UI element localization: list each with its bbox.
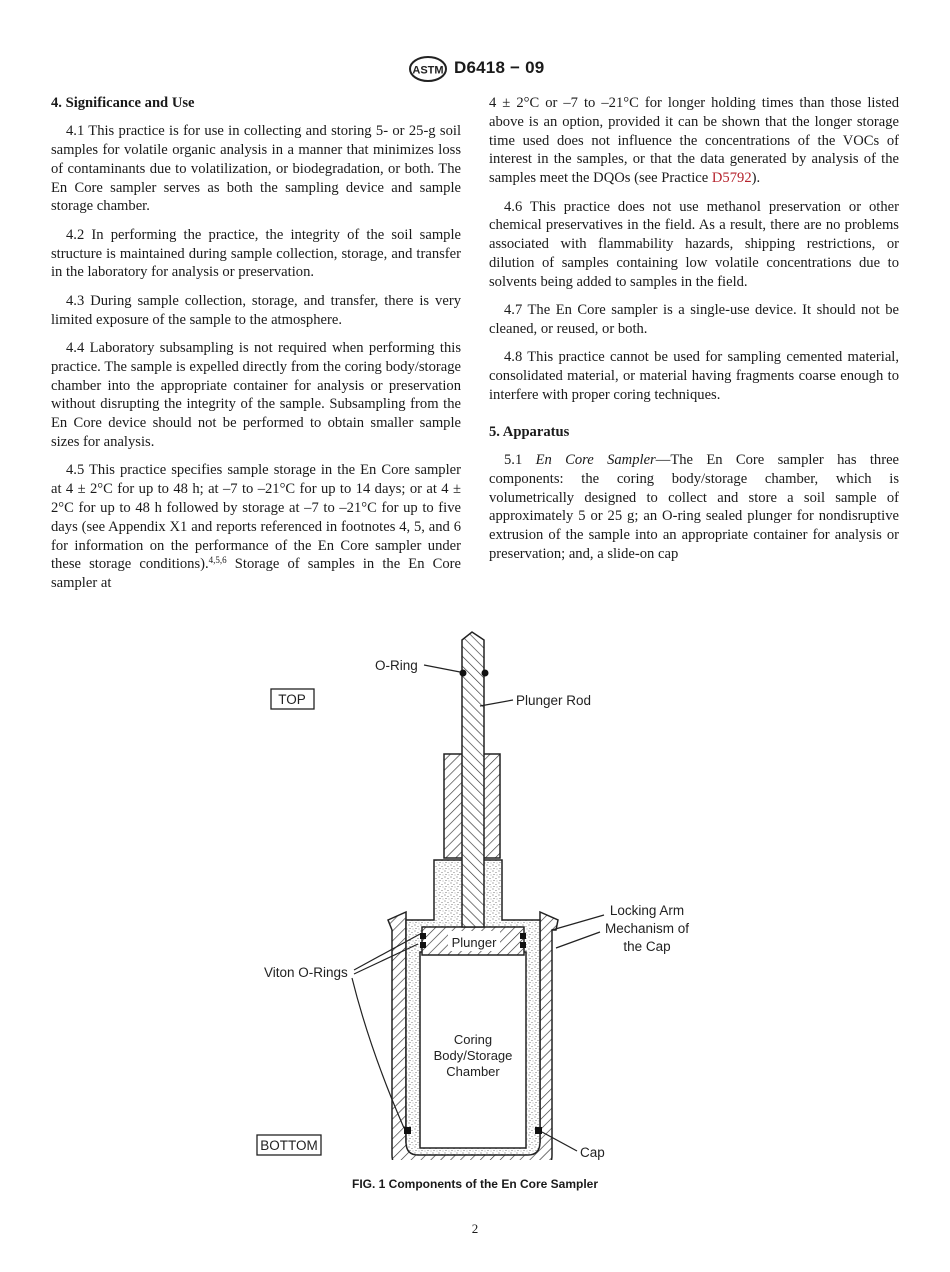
- section-4-heading: 4. Significance and Use: [51, 95, 195, 111]
- paragraph-4-5-cont-text: 4 ± 2°C or –7 to –21°C for longer holding times than those listed above is an option, provided it can be shown that the longer storage time used does not influence the concentrations of the VOCs of interest in the samples, or that the data generated by analysis of the samples meet the DQOs (see Practice: [489, 95, 899, 187]
- label-coring-2: Body/Storage: [433, 1048, 513, 1063]
- label-o-ring: O-Ring: [375, 658, 418, 673]
- paragraph-5-1: [489, 451, 899, 564]
- en-core-sampler-diagram: [0, 630, 950, 1160]
- section-5-heading: 5. Apparatus: [489, 423, 570, 440]
- page-header: [0, 56, 950, 84]
- paragraph-4-5-tail: Storage of samples in the En Core sampler at: [51, 556, 461, 592]
- paragraph-4-5-continued: [489, 94, 899, 188]
- left-column: [51, 94, 461, 602]
- paragraph-5-1-number: 5.1: [504, 451, 536, 468]
- standard-designation: D6418 − 09: [454, 58, 545, 77]
- label-coring-3: Chamber: [446, 1064, 500, 1079]
- plunger-o-ring-left-2: [420, 942, 426, 948]
- label-plunger: Plunger: [451, 935, 497, 950]
- paragraph-4-1: 4.1 This practice is for use in collecting and storing 5- or 25-g soil samples for volatile organic analysis in a manner that minimizes loss of contaminants due to volatilization, or biodegradation, or both. The En Core sampler serves as both the sampling device and sample storage chamber.: [51, 123, 461, 215]
- label-coring-1: Coring: [453, 1032, 493, 1047]
- plunger-o-ring-left-1: [420, 933, 426, 939]
- plunger-o-ring-right-2: [520, 942, 526, 948]
- paragraph-4-5-cont-end: ).: [751, 170, 761, 187]
- paragraph-4-2: 4.2 In performing the practice, the integrity of the soil sample structure is maintained during sample collection, storage, and transfer in the laboratory for analysis or preservation.: [51, 226, 461, 281]
- figure-caption: FIG. 1 Components of the En Core Sampler: [351, 1177, 599, 1191]
- paragraph-4-3: 4.3 During sample collection, storage, and transfer, there is very limited exposure of the sample to the atmosphere.: [51, 292, 461, 328]
- label-cap: Cap: [580, 1145, 605, 1160]
- rod-o-ring-right: [482, 670, 489, 677]
- en-core-sampler-term: En Core Sampler: [535, 451, 656, 468]
- bottom-o-ring-left: [404, 1127, 411, 1134]
- paragraph-4-5: [51, 461, 461, 593]
- right-column: [489, 94, 899, 573]
- label-bottom: BOTTOM: [260, 1138, 318, 1153]
- astm-logo-text: ASTM: [412, 64, 444, 77]
- label-plunger-rod: Plunger Rod: [516, 693, 592, 708]
- figure-1: [0, 630, 950, 1160]
- label-top: TOP: [278, 692, 306, 707]
- practice-d5792-link[interactable]: D5792: [711, 170, 752, 187]
- paragraph-5-1-text: —The En Core sampler has three components: the coring body/storage chamber, which is volumetrically designed to collect and store a soil sample of approximately 5 or 25 g; an O-ring sealed plunger for nondisruptive extrusion of the sample into an appropriate container for analysis or preservation; and, a slide-on cap: [489, 451, 900, 562]
- paragraph-4-4: 4.4 Laboratory subsampling is not required when performing this practice. The sample is expelled directly from the coring body/storage chamber into the appropriate container for analysis or preservation without disrupting the integrity of the sample. Subsampling from the En Core device should not be performed to obtain smaller sample sizes for analysis.: [51, 339, 461, 450]
- bottom-o-ring-right: [535, 1127, 542, 1134]
- plunger-o-ring-right-1: [520, 933, 526, 939]
- label-locking-arm-3: the Cap: [623, 939, 671, 954]
- footnote-reference[interactable]: 4,5,6: [208, 555, 227, 566]
- page-number: 2: [471, 1221, 479, 1236]
- paragraph-4-8: 4.8 This practice cannot be used for sampling cemented material, consolidated material, or material having fragments coarse enough to interfere with proper coring techniques.: [489, 349, 899, 403]
- paragraph-4-6: 4.6 This practice does not use methanol preservation or other chemical preservatives in the field. As a result, there are no problems associated with flammability hazards, shipping restrictions, or dilution of samples containing low volatile concentrations due to solvents being added to samples in the field.: [489, 198, 899, 290]
- paragraph-4-5-text: 4.5 This practice specifies sample storage in the En Core sampler at 4 ± 2°C for up to 48 h; at –7 to –21°C for up to 14 days; or at 4 ± 2°C for up to 48 h followed by storage at –7 to –21°C for up to five days (see Appendix X1 and reports referenced in footnotes 4, 5, and 6 for information on the performance of the En Core sampler under these storage conditions).: [51, 462, 461, 573]
- label-viton-o-rings: Viton O-Rings: [264, 965, 348, 980]
- label-locking-arm-1: Locking Arm: [609, 903, 685, 918]
- astm-logo: [408, 56, 448, 82]
- paragraph-4-7: 4.7 The En Core sampler is a single-use device. It should not be cleaned, or reused, or both.: [489, 302, 899, 337]
- rod-o-ring-left: [460, 670, 467, 677]
- plunger-rod: [462, 632, 484, 927]
- label-locking-arm-2: Mechanism of: [604, 921, 690, 936]
